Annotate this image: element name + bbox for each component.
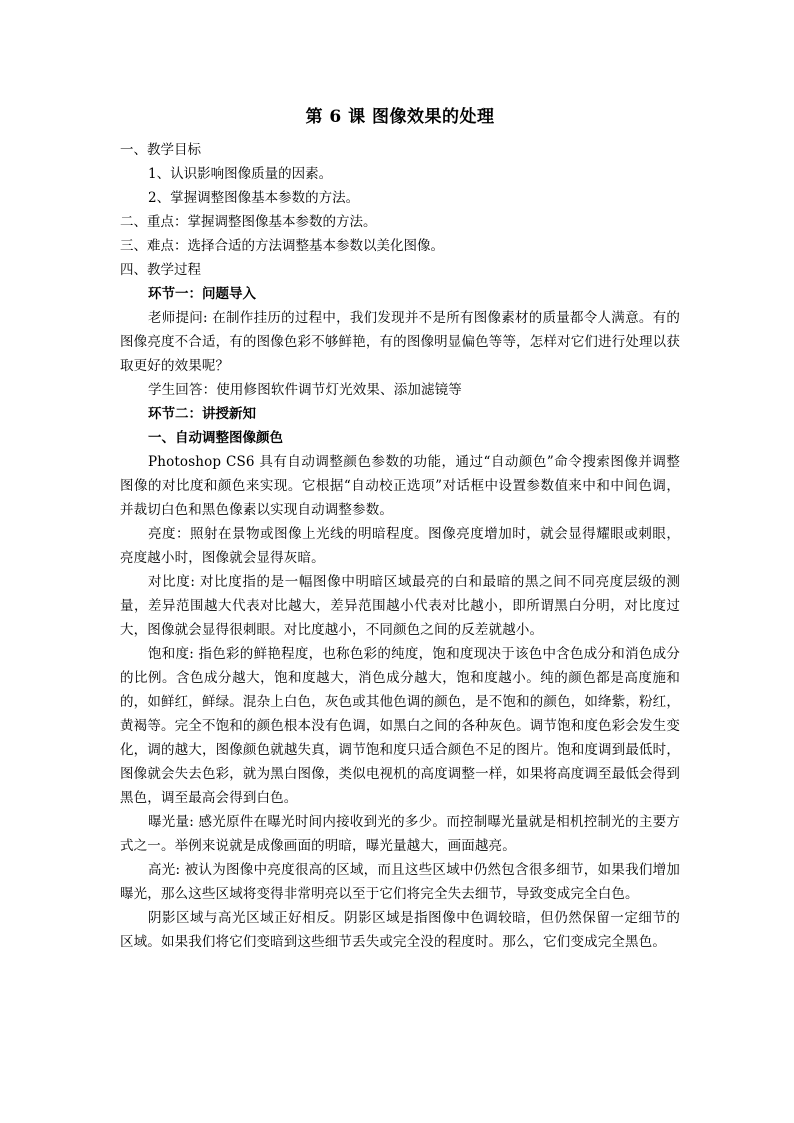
- shadow-paragraph: 阴影区域与高光区域正好相反。阴影区域是指图像中色调较暗，但仍然保留一定细节的区域。如果我们将它们变暗到这些细节丢失或完全没的程度时。那么，它们变成完全黑色。: [120, 910, 680, 950]
- stage-2-heading: 环节二：讲授新知: [148, 406, 256, 422]
- page-title: 第 6 课 图像效果的处理: [305, 107, 495, 127]
- document-page: [120, 100, 680, 954]
- stage-1-heading: 环节一：问题导入: [148, 286, 256, 302]
- section-teaching-process: 四、教学过程: [120, 262, 201, 278]
- student-answer-paragraph: 学生回答：使用修图软件调节灯光效果、添加滤镜等: [148, 382, 462, 398]
- saturation-paragraph: 饱和度: 指色彩的鲜艳程度，也称色彩的纯度，饱和度现决于该色中含色成分和消色成分的比例。含色成分越大，饱和度越大，消色成分越大，饱和度越小。纯的颜色都是高度施和的，如鲜红，鲜绿。混杂上白色，灰色或其他色调的颜色，是不饱和的颜色，如绛紫，粉红，黄褐等。完全不饱和的颜色根本没有色调，如黑白之间的各种灰色。调节饱和度色彩会发生变化，调的越大，图像颜色就越失真，调节饱和度只适合颜色不足的图片。饱和度调到最低时，图像就会失去色彩，就为黑白图像，类似电视机的高度调整一样，如果将高度调至最低会得到黑色，调至最高会得到白色。: [120, 646, 680, 806]
- brightness-paragraph: 亮度：照射在景物或图像上光线的明暗程度。图像亮度增加时，就会显得耀眼或刺眼，亮度越小时，图像就会显得灰暗。: [120, 526, 680, 566]
- exposure-paragraph: 曝光量: 感光原件在曝光时间内接收到光的多少。而控制曝光量就是相机控制光的主要方式之一。举例来说就是成像画面的明暗，曝光量越大，画面越亮。: [120, 814, 680, 854]
- section-key-points: 二、重点：掌握调整图像基本参数的方法。: [120, 214, 377, 230]
- section-difficulties: 三、难点：选择合适的方法调整基本参数以美化图像。: [120, 238, 444, 254]
- photoshop-paragraph: Photoshop CS6 具有自动调整颜色参数的功能，通过“自动颜色”命令搜索图像并调整图像的对比度和颜色来实现。它根据“自动校正选项”对话框中设置参数值来中和中间色调，并裁切白色和黑色像素以实现自动调整参数。: [120, 454, 680, 518]
- section-teaching-goals: 一、教学目标: [120, 142, 201, 158]
- teacher-question-paragraph: 老师提问: 在制作挂历的过程中，我们发现并不是所有图像素材的质量都令人满意。有的图像亮度不合适，有的图像色彩不够鲜艳，有的图像明显偏色等等，怎样对它们进行处理以获取更好的效果呢？: [120, 310, 680, 374]
- topic-auto-color-heading: 一、自动调整图像颜色: [148, 430, 283, 446]
- highlight-paragraph: 高光: 被认为图像中亮度很高的区域，而且这些区域中仍然包含很多细节，如果我们增加曝光，那么这些区域将变得非常明亮以至于它们将完全失去细节，导致变成完全白色。: [120, 862, 680, 902]
- goal-item-1: 1、认识影响图像质量的因素。: [148, 166, 333, 182]
- goal-item-2: 2、掌握调整图像基本参数的方法。: [148, 190, 360, 206]
- contrast-paragraph: 对比度: 对比度指的是一幅图像中明暗区域最亮的白和最暗的黑之间不同亮度层级的测量，差异范围越大代表对比越大，差异范围越小代表对比越小，即所谓黑白分明，对比度过大，图像就会显得很刺眼。对比度越小，不同颜色之间的反差就越小。: [120, 574, 680, 638]
